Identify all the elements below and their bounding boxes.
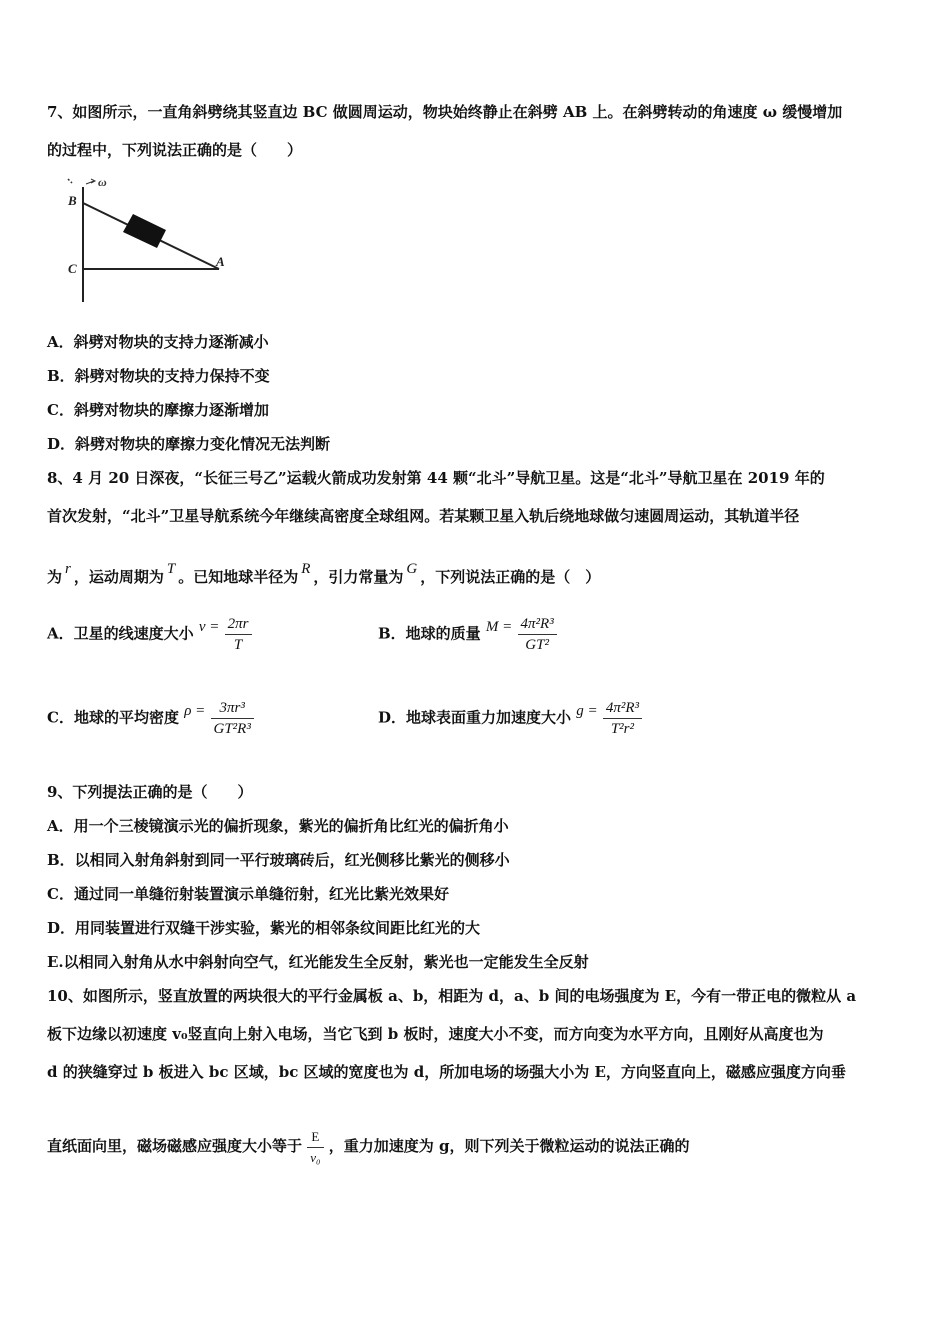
q8-option-b-numerator: 4π²R³ <box>518 614 557 635</box>
sliding-block <box>123 214 166 248</box>
q7-option-c: C．斜劈对物块的摩擦力逐渐增加 <box>47 401 269 419</box>
q10-line4-text2: ，重力加速度为 g，则下列关于微粒运动的说法正确的 <box>328 1137 690 1155</box>
q8-option-d-fraction <box>603 698 642 739</box>
q8-option-a-numerator: 2πr <box>225 614 252 635</box>
q8-option-c-lhs: ρ = <box>184 702 206 719</box>
q10-fraction <box>307 1127 323 1168</box>
q8-stem-line1: 8、4 月 20 日深夜，“长征三号乙”运载火箭成功发射第 44 颗“北斗”导航卫星。这是“北斗”导航卫星在 2019 年的 <box>47 469 825 487</box>
q10-stem-line3: d 的狭缝穿过 b 板进入 bc 区域，bc 区域的宽度也为 d，所加电场的场强大小为 E，方向竖直向上，磁感应强度方向垂 <box>47 1063 846 1081</box>
q8-option-a-denominator: T <box>233 637 243 653</box>
q8-line3-text1: 为 <box>47 568 63 586</box>
q8-option-b-denominator: GT² <box>525 637 549 653</box>
q10-stem-line2: 板下边缘以初速度 v₀竖直向上射入电场，当它飞到 b 板时，速度大小不变，而方向变为水平方向，且刚好从高度也为 <box>47 1025 824 1043</box>
symbol-r: r <box>65 561 71 577</box>
q10-stem-line1: 10、如图所示，竖直放置的两块很大的平行金属板 a、b，相距为 d，a、b 间的电场强度为 E，今有一带正电的微粒从 a <box>47 987 857 1005</box>
q8-option-b-fraction <box>518 614 557 655</box>
q8-stem-line2: 首次发射，“北斗”卫星导航系统今年继续高密度全球组网。若某颗卫星入轨后绕地球做匀速圆周运动，其轨道半径 <box>47 507 800 525</box>
q8-option-c-fraction <box>211 698 254 739</box>
q8-line3-text5: ，下列说法正确的是（ ） <box>420 568 601 586</box>
q9-stem: 9、下列提法正确的是（ ） <box>47 783 253 801</box>
q8-option-d <box>378 698 642 739</box>
q9-option-c: C．通过同一单缝衍射装置演示单缝衍射，红光比紫光效果好 <box>47 885 449 903</box>
q7-incline-diagram <box>62 172 242 307</box>
diagram-omega-label: ω <box>98 175 107 189</box>
q10-fraction-denominator: v₀ <box>310 1149 321 1165</box>
q8-stem-line3 <box>47 560 600 595</box>
q7-stem-line2: 的过程中，下列说法正确的是（ ） <box>47 141 303 159</box>
q10-fraction-numerator: E <box>307 1127 323 1148</box>
q8-line3-text2: ，运动周期为 <box>73 568 164 586</box>
q8-option-a-fraction <box>225 614 252 655</box>
q7-option-b: B．斜劈对物块的支持力保持不变 <box>47 367 270 385</box>
q8-option-a-lhs: v = <box>198 618 220 635</box>
symbol-R: R <box>301 561 311 577</box>
q10-stem-line4 <box>47 1126 690 1168</box>
diagram-label-C: C <box>68 261 77 276</box>
q8-option-b <box>378 614 557 655</box>
q7-stem-line1: 7、如图所示，一直角斜劈绕其竖直边 BC 做圆周运动，物块始终静止在斜劈 AB 上。在斜劈转动的角速度 ω 缓慢增加 <box>47 103 843 121</box>
q8-option-d-denominator: T²r² <box>610 721 635 737</box>
symbol-G: G <box>406 561 418 577</box>
q8-option-a <box>47 614 252 655</box>
symbol-T: T <box>166 561 176 577</box>
q8-option-b-label: B．地球的质量 <box>378 624 481 643</box>
q8-line3-text4: ，引力常量为 <box>313 568 404 586</box>
q8-option-c-numerator: 3πr³ <box>211 698 254 719</box>
q9-option-e: E.以相同入射角从水中斜射向空气，红光能发生全反射，紫光也一定能发生全反射 <box>47 953 589 971</box>
q8-option-c <box>47 698 254 739</box>
q10-line4-text1: 直纸面向里，磁场磁感应强度大小等于 <box>47 1137 303 1155</box>
q8-option-b-lhs: M = <box>485 618 513 635</box>
q9-option-a: A．用一个三棱镜演示光的偏折现象，紫光的偏折角比红光的偏折角小 <box>47 817 509 835</box>
q8-line3-text3: 。已知地球半径为 <box>178 568 299 586</box>
q9-option-d: D．用同装置进行双缝干涉实验，紫光的相邻条纹间距比红光的大 <box>47 919 481 937</box>
q7-option-a: A．斜劈对物块的支持力逐渐减小 <box>47 333 269 351</box>
q8-option-d-numerator: 4π²R³ <box>603 698 642 719</box>
q8-option-d-label: D．地球表面重力加速度大小 <box>378 708 572 727</box>
q9-option-b: B．以相同入射角斜射到同一平行玻璃砖后，红光侧移比紫光的侧移小 <box>47 851 510 869</box>
q8-option-c-denominator: GT²R³ <box>213 721 251 737</box>
diagram-label-A: A <box>216 254 225 269</box>
q7-option-d: D．斜劈对物块的摩擦力变化情况无法判断 <box>47 435 331 453</box>
q8-option-d-lhs: g = <box>576 702 598 719</box>
diagram-label-B: B <box>68 193 77 208</box>
q8-option-a-label: A．卫星的线速度大小 <box>47 624 194 643</box>
q8-option-c-label: C．地球的平均密度 <box>47 708 179 727</box>
